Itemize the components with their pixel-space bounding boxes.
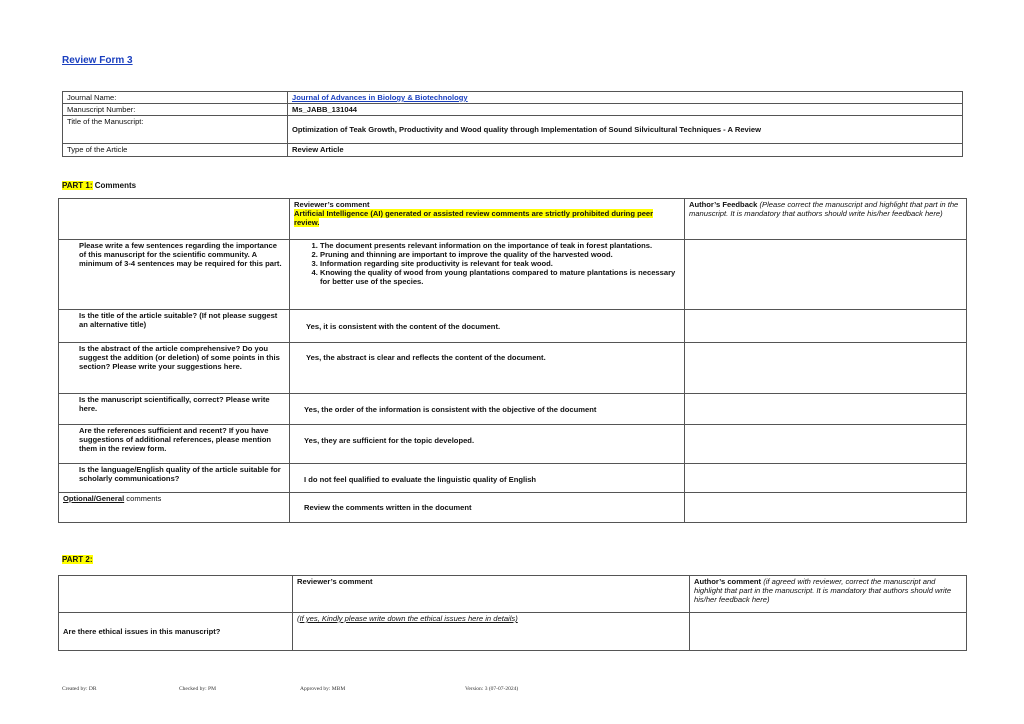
list-item: 3. Information regarding site productivity is relevant for teak wood. <box>320 259 680 268</box>
footer-created: Created by: DR <box>62 686 97 692</box>
manuscript-info-table <box>62 91 963 157</box>
table-row <box>59 310 967 343</box>
importance-list <box>302 241 680 286</box>
table-row <box>59 464 967 493</box>
table-row <box>59 394 967 425</box>
answer-title: Yes, it is consistent with the content of the document. <box>290 310 685 343</box>
author-feedback-cell[interactable] <box>685 310 967 343</box>
list-item: 1. The document presents relevant information on the importance of teak in forest plantations. <box>320 241 680 250</box>
table-row <box>59 613 967 651</box>
journal-label: Journal Name: <box>63 92 288 104</box>
question-title: Is the title of the article suitable? (If not please suggest an alternative title) <box>59 310 290 343</box>
question-scientific: Is the manuscript scientifically, correct? Please write here. <box>59 394 290 425</box>
part1-heading: PART 1: Comments <box>62 181 137 190</box>
journal-link[interactable]: Journal of Advances in Biology & Biotechnology <box>292 93 468 102</box>
manuscript-title: Optimization of Teak Growth, Productivity and Wood quality through Implementation of Sound Silvicultural Techniques - A Review <box>288 116 963 144</box>
footer-version: Version: 3 (07-07-2024) <box>465 686 519 692</box>
part2-reviewer-header: Reviewer’s comment <box>293 576 690 613</box>
table-row <box>59 240 967 310</box>
ethics-answer: (If yes, Kindly please write down the ethical issues here in details) <box>293 613 690 651</box>
footer-approved: Approved by: MBM <box>300 686 346 692</box>
general-comments-answer: Review the comments written in the document <box>290 493 685 523</box>
manuscript-title-label: Title of the Manuscript: <box>63 116 288 144</box>
part2-heading: PART 2: <box>62 555 93 564</box>
part1-comments-table <box>58 198 967 523</box>
form-title: Review Form 3 <box>62 55 133 66</box>
author-feedback-header: Author’s Feedback (Please correct the manuscript and highlight that part in the manuscript. It is mandatory that authors should write his/her feedback here) <box>685 199 967 240</box>
author-feedback-cell[interactable] <box>685 493 967 523</box>
article-type-label: Type of the Article <box>63 144 288 157</box>
list-item: 4. Knowing the quality of wood from young plantations compared to mature plantations is necessary for better use of the species. <box>320 268 680 286</box>
ai-notice: Artificial Intelligence (AI) generated or assisted review comments are strictly prohibited during peer review. <box>294 209 654 227</box>
answer-abstract: Yes, the abstract is clear and reflects the content of the document. <box>290 343 685 394</box>
table-row <box>59 425 967 464</box>
question-abstract: Is the abstract of the article comprehensive? Do you suggest the addition (or deletion) of some points in this section? Please write your suggestions here. <box>59 343 290 394</box>
part2-author-header: Author’s comment (if agreed with reviewer, correct the manuscript and highlight that part in the manuscript. It is mandatory that authors should write his/her feedback here) <box>690 576 967 613</box>
question-language: Is the language/English quality of the article suitable for scholarly communications? <box>59 464 290 493</box>
footer-checked: Checked by: PM <box>179 686 216 692</box>
question-references: Are the references sufficient and recent? If you have suggestions of additional references, please mention them in the review form. <box>59 425 290 464</box>
answer-language: I do not feel qualified to evaluate the linguistic quality of English <box>290 464 685 493</box>
author-feedback-cell[interactable] <box>685 240 967 310</box>
reviewer-comment-header: Reviewer’s comment <box>294 200 370 209</box>
author-feedback-cell[interactable] <box>685 425 967 464</box>
author-feedback-cell[interactable] <box>685 394 967 425</box>
answer-scientific: Yes, the order of the information is consistent with the objective of the document <box>290 394 685 425</box>
ethics-question: Are there ethical issues in this manuscript? <box>59 613 293 651</box>
part2-ethics-table <box>58 575 967 651</box>
manuscript-number: Ms_JABB_131044 <box>288 104 963 116</box>
table-row <box>59 493 967 523</box>
author-feedback-cell[interactable] <box>685 464 967 493</box>
answer-references: Yes, they are sufficient for the topic developed. <box>290 425 685 464</box>
author-feedback-cell[interactable] <box>685 343 967 394</box>
article-type: Review Article <box>288 144 963 157</box>
question-importance: Please write a few sentences regarding the importance of this manuscript for the scientific community. A minimum of 3-4 sentences may be required for this part. <box>59 240 290 310</box>
general-comments-label: Optional/General comments <box>59 493 290 523</box>
list-item: 2. Pruning and thinning are important to improve the quality of the harvested wood. <box>320 250 680 259</box>
table-row <box>59 343 967 394</box>
author-comment-cell[interactable] <box>690 613 967 651</box>
manuscript-number-label: Manuscript Number: <box>63 104 288 116</box>
